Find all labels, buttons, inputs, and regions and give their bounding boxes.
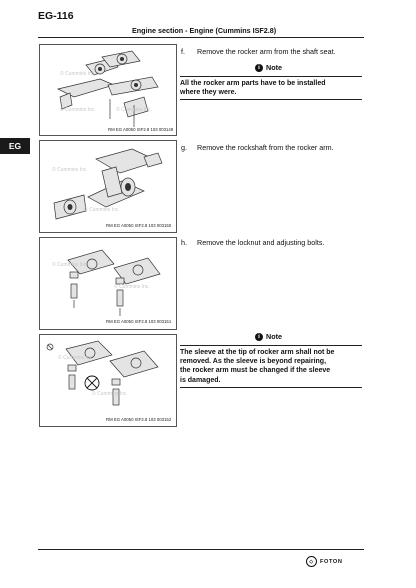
brand-logo	[306, 556, 342, 567]
sleeve-warning-illustration	[40, 335, 176, 426]
step-letter: g.	[181, 143, 187, 152]
figure-caption: RM EG A0050 ISF2.8 103 003151	[106, 319, 172, 324]
section-title: Engine section - Engine (Cummins ISF2.8)	[132, 26, 277, 35]
figure-locknut-removal	[39, 237, 177, 330]
note-heading-label: Note	[266, 63, 282, 72]
watermark: © Cummins Inc.	[60, 71, 96, 77]
note-line: The sleeve at the tip of rocker arm shall not be	[180, 349, 335, 356]
figure-rocker-arm-removal	[39, 44, 177, 136]
note-line: removed. As the sleeve is beyond repairing,	[180, 358, 327, 366]
figure-caption: RM EG A0050 ISF2.8 103 003152	[106, 417, 172, 422]
step-letter: f.	[181, 47, 185, 56]
watermark: © Cummins Inc.	[52, 167, 88, 173]
watermark: © Cummins Inc.	[58, 355, 94, 361]
step-text: Remove the rockshaft from the rocker arm.	[197, 143, 334, 152]
step-letter: h.	[181, 238, 187, 247]
info-icon: i	[255, 333, 263, 341]
figure-sleeve-warning	[39, 334, 177, 427]
header-divider	[38, 37, 364, 38]
step-h	[181, 238, 324, 247]
rockshaft-illustration	[40, 141, 176, 232]
note-heading	[255, 332, 282, 341]
watermark: © Cummins Inc.	[84, 207, 120, 213]
watermark: © Cummins Inc.	[114, 284, 150, 290]
note-line: All the rocker arm parts have to be installed	[180, 80, 326, 87]
watermark: © Cummins Inc.	[92, 391, 128, 397]
step-text: Remove the locknut and adjusting bolts.	[197, 238, 325, 247]
section-tab-label: EG	[8, 141, 22, 151]
note-line: is damaged.	[180, 376, 221, 384]
step-f	[181, 47, 336, 56]
figure-caption: RM EG A0050 ISF2.8 103 003149	[108, 127, 174, 132]
brand-name: FOTON	[320, 558, 343, 565]
note-line: where they were.	[180, 89, 237, 97]
rocker-arm-assembly-illustration	[40, 45, 176, 135]
note-box	[180, 76, 362, 100]
info-icon: i	[255, 64, 263, 72]
note-box	[180, 345, 362, 388]
figure-caption: RM EG A0050 ISF2.8 103 003150	[106, 223, 172, 228]
note-line: the rocker arm must be changed if the sleeve	[180, 367, 331, 375]
section-tab	[0, 138, 30, 154]
watermark: © Cummins Inc.	[60, 107, 96, 113]
foton-logo-icon: ◇	[306, 556, 317, 567]
footer-divider	[38, 549, 364, 550]
prohibited-symbol	[85, 376, 99, 390]
step-g	[181, 143, 334, 152]
step-text: Remove the rocker arm from the shaft seat.	[197, 47, 336, 56]
note-heading	[255, 63, 282, 72]
locknut-illustration	[40, 238, 176, 329]
note-heading-label: Note	[266, 332, 282, 341]
page-number: EG-116	[38, 10, 74, 22]
watermark: © Cummins Inc.	[116, 107, 152, 113]
figure-rockshaft-removal	[39, 140, 177, 233]
watermark: © Cummins Inc.	[52, 262, 88, 268]
